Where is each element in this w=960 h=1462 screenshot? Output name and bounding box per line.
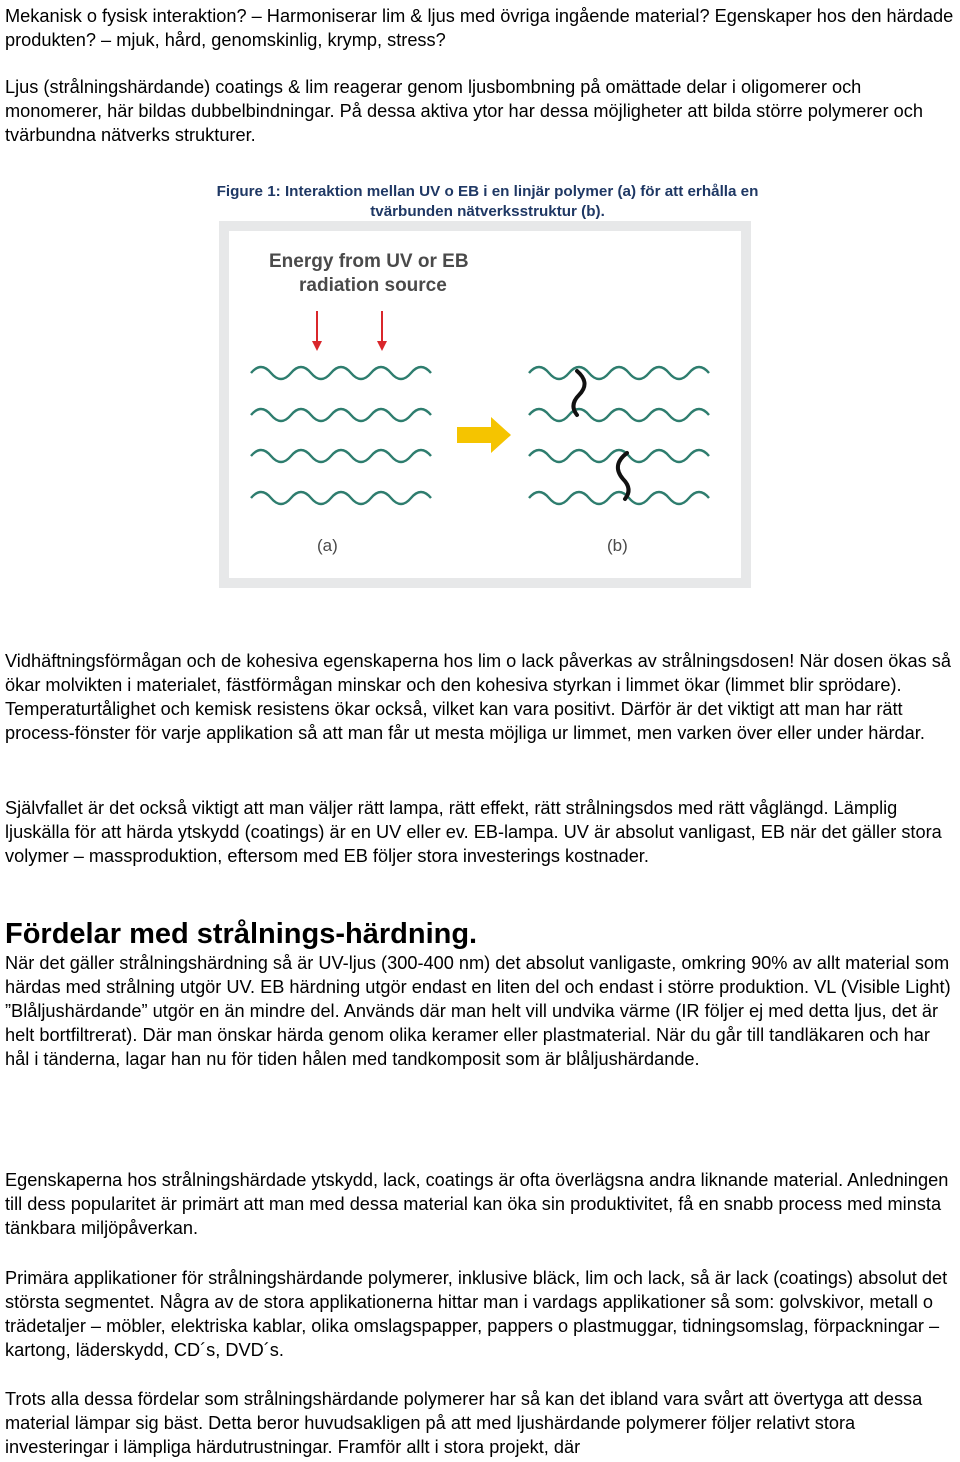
paragraph-interaction-questions: Mekanisk o fysisk interaktion? – Harmoniserar lim & ljus med övriga ingående material? Egenskaper hos den härdade produkten? – mjuk, hård, genomskinlig, krymp, stress? <box>5 6 954 50</box>
paragraph-properties: Egenskaperna hos strålningshärdade ytskydd, lack, coatings är ofta överlägsna andra liknande material. Anledningen till dess popularitet är primärt att man med dessa material kan öka sin produktivitet, få en snabb process med minsta tänkbara miljöpåverkan. <box>5 1170 949 1238</box>
polymer-chain-a3 <box>251 450 431 462</box>
polymer-chain-b2 <box>529 409 709 421</box>
polymer-chain-a1 <box>251 367 431 379</box>
polymer-chain-b4 <box>529 492 709 504</box>
crosslink-bonds <box>573 371 628 499</box>
polymer-chain-a4 <box>251 492 431 504</box>
red-arrow-right <box>377 311 387 351</box>
polymer-chain-b1 <box>529 367 709 379</box>
figure-title-line1: Energy from UV or EB <box>269 251 469 272</box>
crosslinked-polymer-chains-b <box>529 367 709 504</box>
reaction-arrow <box>457 417 511 453</box>
paragraph-lamp-selection: Självfallet är det också viktigt att man väljer rätt lampa, rätt effekt, rätt strålningsdos med rätt våglängd. Lämplig ljuskälla för att härda ytskydd (coatings) är en UV eller ev. EB-lampa. UV är absolut vanligast, EB när det gäller stora volymer – massproduktion, eftersom med EB följer stora investerings kostnader. <box>5 798 942 866</box>
paragraph-applications: Primära applikationer för strålningshärdande polymerer, inklusive bläck, lim och lack, så är lack (coatings) absolut det största segmentet. Några av de stora applikationerna hittar man i vardags applikationer så som: golvskivor, metall o trädetaljer – möbler, elektriska kablar, olika omslagspapper, pappers o plastmuggar, tidningsomslag, förpackningar – kartong, läderskydd, CD´s, DVD´s. <box>5 1268 948 1360</box>
paragraph-adhesion-dose: Vidhäftningsförmågan och de kohesiva egenskaperna hos lim o lack påverkas av strålningsdosen! När dosen ökas så ökar molvikten i materialet, fästförmågan minskar och den kohesiva styrkan i limmet ökar (limmet blir sprödare). Temperaturtålighet och kemisk resistens ökar också, vilket kan vara positivt. Därför är det viktigt att man har rätt process-fönster för varje applikation så att man får ut mesta möjliga ur limmet, men varken över eller under härdar. <box>5 651 951 743</box>
section-heading: Fördelar med strålnings-härdning. <box>5 918 478 950</box>
label-b: (b) <box>607 536 628 555</box>
red-arrow-left <box>312 311 322 351</box>
polymer-chain-a2 <box>251 409 431 421</box>
figure-canvas <box>229 231 741 578</box>
linear-polymer-chains-a <box>251 367 431 504</box>
crosslinking-diagram <box>229 231 741 578</box>
figure-polymer-crosslinking <box>219 221 751 588</box>
label-a: (a) <box>317 536 338 555</box>
figure-caption: Figure 1: Interaktion mellan UV o EB i en linjär polymer (a) för att erhålla en tvärbunden nätverksstruktur (b). <box>216 183 759 220</box>
figure-title-line2: radiation source <box>299 275 447 296</box>
paragraph-uv-light: När det gäller strålningshärdning så är UV-ljus (300-400 nm) det absolut vanligaste, omkring 90% av allt material som härdas med strålning utgör UV. EB härdning utgör endast en liten del och endast i större produktion. VL (Visible Light) ”Blåljushärdande” utgör en än mindre del. Används där man helt vill undvika värme (IR följer ej med detta ljus, det är helt bortfiltrerat). Där man önskar härda genom olika keramer eller plastmaterial. När du går till tandläkaren och har hål i tänderna, lagar han nu för tiden hålen med tandkomposit som är blåljushärdande. <box>5 953 951 1069</box>
paragraph-radiation-curing-intro: Ljus (strålningshärdande) coatings & lim reagerar genom ljusbombning på omättade delar i oligomerer och monomerer, här bildas dubbelbindningar. På dessa aktiva ytor har dessa möjligheter att bilda större polymerer och tvärbundna nätverks strukturer. <box>5 77 923 145</box>
paragraph-investments: Trots alla dessa fördelar som strålningshärdande polymerer har så kan det ibland vara svårt att övertyga att dessa material lämpar sig bäst. Detta beror huvudsakligen på att med ljushärdande polymerer följer relativt stora investeringar i lämpliga härdutrustningar. Framför allt i stora projekt, där <box>5 1389 923 1457</box>
